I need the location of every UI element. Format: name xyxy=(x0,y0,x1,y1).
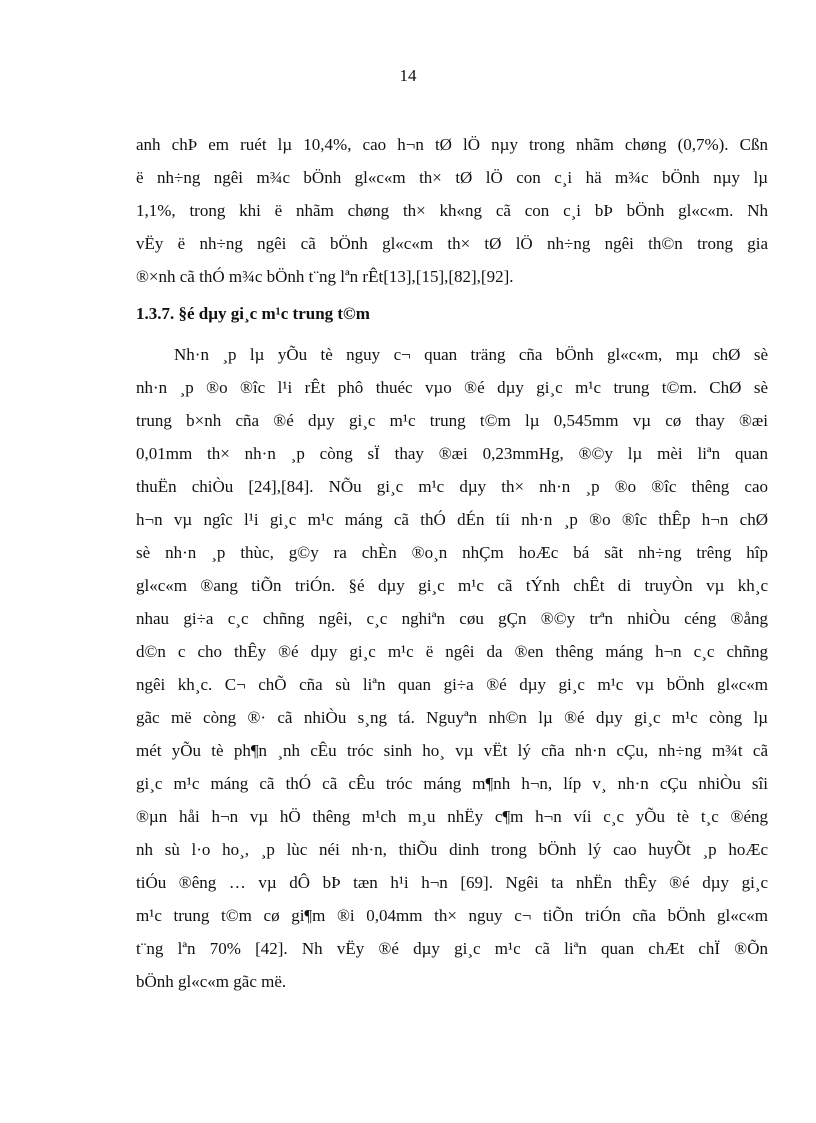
text-line: nh·n ¸p ®o ®îc l¹i rÊt phô thuéc vµo ®é dµy gi¸c m¹c trung t©m. ChØ sè xyxy=(136,378,768,397)
text-line: h¬n vµ ngîc l¹i gi¸c m¹c máng cã thÓ dÉn tíi nh·n ¸p ®o ®îc thÊp h¬n chØ xyxy=(136,510,768,529)
text-line: nhau gi÷a c¸c chñng ngêi, c¸c nghiªn cøu gÇn ®©y trªn nhiÒu céng ®ång xyxy=(136,609,768,628)
section-heading: 1.3.7. §é dµy gi¸c m¹c trung t©m xyxy=(136,304,370,323)
text-line: sè nh·n ¸p thùc, g©y ra chÈn ®o¸n nhÇm hoÆc bá sãt nh÷ng trêng hîp xyxy=(136,543,768,562)
paragraph-2 xyxy=(136,338,768,998)
text-line: ngêi kh¸c. C¬ chÕ cña sù liªn quan gi÷a ®é dµy gi¸c m¹c vµ bÖnh gl«c«m xyxy=(136,675,768,694)
text-line: t¨ng lªn 70% [42]. Nh vËy ®é dµy gi¸c m¹c cã liªn quan chÆt chÏ ®Õn xyxy=(136,939,768,958)
page-content xyxy=(136,128,768,998)
text-line: 1,1%, trong khi ë nhãm chøng th× kh«ng cã con c¸i bÞ bÖnh gl«c«m. Nh xyxy=(136,201,768,220)
text-line: mét yÕu tè ph¶n ¸nh cÊu tróc sinh ho¸ vµ vËt lý cña nh·n cÇu, nh÷ng m¾t cã xyxy=(136,741,768,760)
text-line: thuËn chiÒu [24],[84]. NÕu gi¸c m¹c dµy th× nh·n ¸p ®o ®îc thêng cao xyxy=(136,477,768,496)
text-line: d©n c cho thÊy ®é dµy gi¸c m¹c ë ngêi da ®en thêng máng h¬n c¸c chñng xyxy=(136,642,768,661)
text-line: ®µn håi h¬n vµ hÖ thêng m¹ch m¸u nhËy c¶m h¬n víi c¸c yÕu tè t¸c ®éng xyxy=(136,807,768,826)
text-line: tiÓu ®êng … vµ dÔ bÞ tæn h¹i h¬n [69]. Ngêi ta nhËn thÊy ®é dµy gi¸c xyxy=(136,873,768,892)
text-line: m¹c trung t©m cø gi¶m ®i 0,04mm th× nguy c¬ tiÕn triÓn cña bÖnh gl«c«m xyxy=(136,906,768,925)
text-line: trung b×nh cña ®é dµy gi¸c m¹c trung t©m lµ 0,545mm vµ cø thay ®æi xyxy=(136,411,768,430)
text-line: vËy ë nh÷ng ngêi cã bÖnh gl«c«m th× tØ lÖ nh÷ng ngêi th©n trong gia xyxy=(136,234,768,253)
text-line: 0,01mm th× nh·n ¸p còng sÏ thay ®æi 0,23mmHg, ®©y lµ mèi liªn quan xyxy=(136,444,768,463)
text-line: gi¸c m¹c máng cã thÓ cã cÊu tróc máng m¶nh h¬n, líp v¸ nh·n cÇu nhiÒu sîi xyxy=(136,774,768,793)
text-line: ë nh÷ng ngêi m¾c bÖnh gl«c«m th× tØ lÖ con c¸i hä m¾c bÖnh nµy lµ xyxy=(136,168,768,187)
page-number: 14 xyxy=(399,66,417,85)
text-line: gl«c«m ®ang tiÕn triÓn. §é dµy gi¸c m¹c cã tÝnh chÊt di truyÒn vµ kh¸c xyxy=(136,576,768,595)
text-line: anh chÞ em ruét lµ 10,4%, cao h¬n tØ lÖ nµy trong nhãm chøng (0,7%). Cßn xyxy=(136,135,768,154)
text-line: gãc më còng ®· cã nhiÒu s¸ng tá. Nguyªn nh©n lµ ®é dµy gi¸c m¹c còng lµ xyxy=(136,708,768,727)
paragraph-1 xyxy=(136,128,768,293)
text-line: ®×nh cã thÓ m¾c bÖnh t¨ng lªn rÊt[13],[15],[82],[92]. xyxy=(136,267,514,286)
text-line: nh sù l·o ho¸, ¸p lùc néi nh·n, thiÕu dinh trong bÖnh lý cao huyÕt ¸p hoÆc xyxy=(136,840,768,859)
text-line: Nh·n ¸p lµ yÕu tè nguy c¬ quan träng cña bÖnh gl«c«m, mµ chØ sè xyxy=(174,345,768,364)
text-line: bÖnh gl«c«m gãc më. xyxy=(136,972,287,991)
